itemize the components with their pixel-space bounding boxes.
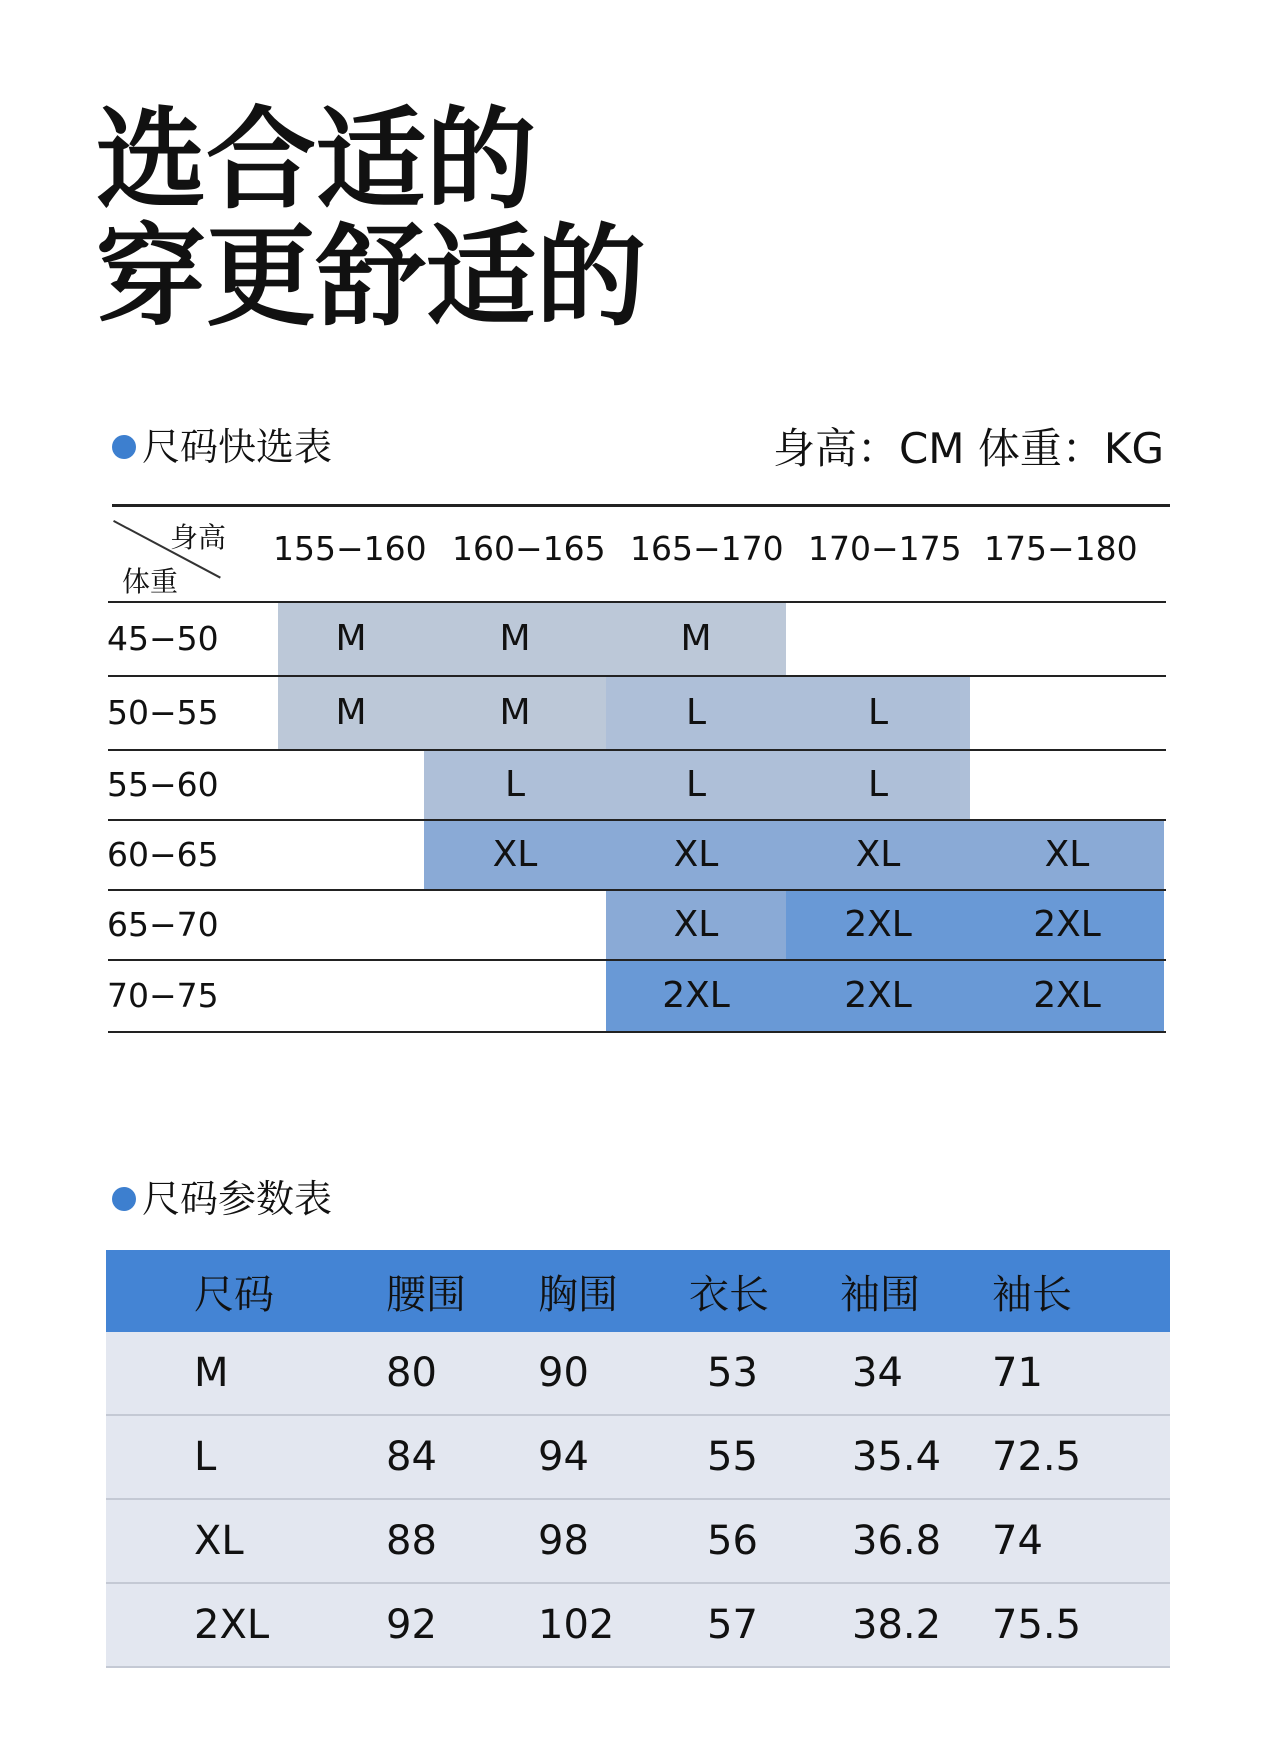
table-body bbox=[106, 1332, 1170, 1668]
corner-weight-label: 体重 bbox=[122, 565, 179, 598]
weight-range-header: 60−65 bbox=[107, 835, 219, 874]
size-cell: 2XL bbox=[786, 960, 970, 1032]
size-cell: L bbox=[606, 676, 786, 750]
table-cell: 80 bbox=[386, 1350, 437, 1396]
size-cell: M bbox=[424, 602, 606, 676]
row-divider bbox=[108, 675, 1166, 677]
size-cell: M bbox=[278, 676, 424, 750]
table-cell: 88 bbox=[386, 1518, 437, 1564]
column-header: 腰围 bbox=[386, 1271, 466, 1318]
table-cell: 84 bbox=[386, 1434, 437, 1480]
table-cell: 102 bbox=[538, 1602, 615, 1648]
table-row bbox=[106, 1416, 1170, 1500]
size-cell: L bbox=[424, 750, 606, 820]
row-divider bbox=[108, 1031, 1166, 1033]
table-cell: XL bbox=[194, 1518, 244, 1564]
size-cell: L bbox=[786, 676, 970, 750]
table-row bbox=[106, 1500, 1170, 1584]
quick-section-title bbox=[112, 425, 333, 469]
table-row bbox=[106, 1332, 1170, 1416]
table-cell: 94 bbox=[538, 1434, 589, 1480]
table-cell: 55 bbox=[707, 1434, 758, 1480]
column-header: 胸围 bbox=[538, 1271, 618, 1318]
table-cell: 71 bbox=[992, 1350, 1043, 1396]
table-header-row bbox=[106, 1250, 1170, 1332]
size-cell: M bbox=[424, 676, 606, 750]
table-row bbox=[106, 1584, 1170, 1668]
table-cell: 38.2 bbox=[852, 1602, 942, 1648]
table-cell: 56 bbox=[707, 1518, 758, 1564]
height-range-header: 165−170 bbox=[630, 529, 784, 568]
height-range-header: 175−180 bbox=[984, 529, 1138, 568]
table-cell: M bbox=[194, 1350, 229, 1396]
size-cell: XL bbox=[606, 890, 786, 960]
table-cell: 98 bbox=[538, 1518, 589, 1564]
corner-height-label: 身高 bbox=[170, 521, 227, 554]
column-header: 袖长 bbox=[992, 1271, 1072, 1318]
weight-range-header: 65−70 bbox=[107, 905, 219, 944]
table-cell: 92 bbox=[386, 1602, 437, 1648]
size-cell: M bbox=[606, 602, 786, 676]
size-cell: 2XL bbox=[970, 890, 1164, 960]
weight-range-header: 50−55 bbox=[107, 693, 219, 732]
table-cell: 2XL bbox=[194, 1602, 270, 1648]
table-cell: L bbox=[194, 1434, 217, 1480]
table-cell: 74 bbox=[992, 1518, 1043, 1564]
units-label: 身高：CM 体重：KG bbox=[772, 424, 1164, 473]
height-range-header: 170−175 bbox=[808, 529, 962, 568]
size-cell: L bbox=[606, 750, 786, 820]
weight-range-header: 45−50 bbox=[107, 619, 219, 658]
row-divider bbox=[108, 601, 1166, 603]
table-cell: 53 bbox=[707, 1350, 758, 1396]
table-cell: 34 bbox=[852, 1350, 903, 1396]
size-cell: XL bbox=[606, 820, 786, 890]
params-section-title bbox=[112, 1177, 333, 1221]
table-cell: 90 bbox=[538, 1350, 589, 1396]
size-cell: XL bbox=[424, 820, 606, 890]
size-cell: 2XL bbox=[786, 890, 970, 960]
column-header: 尺码 bbox=[194, 1271, 274, 1318]
weight-range-header: 55−60 bbox=[107, 765, 219, 804]
height-range-header: 155−160 bbox=[273, 529, 427, 568]
table-cell: 35.4 bbox=[852, 1434, 942, 1480]
params-section-label: 尺码参数表 bbox=[142, 1177, 333, 1221]
size-cell: M bbox=[278, 602, 424, 676]
table-top-rule bbox=[112, 504, 1170, 507]
bullet-dot-icon bbox=[112, 435, 136, 459]
bullet-dot-icon bbox=[112, 1187, 136, 1211]
size-cell: L bbox=[786, 750, 970, 820]
height-range-header: 160−165 bbox=[452, 529, 606, 568]
row-divider bbox=[108, 749, 1166, 751]
table-cell: 72.5 bbox=[992, 1434, 1082, 1480]
size-cell: XL bbox=[786, 820, 970, 890]
row-divider bbox=[108, 889, 1166, 891]
title-line-1: 选合适的 bbox=[96, 96, 536, 224]
size-parameter-table bbox=[106, 1250, 1170, 1668]
title-line-2: 穿更舒适的 bbox=[96, 213, 646, 341]
row-divider bbox=[108, 959, 1166, 961]
table-cell: 57 bbox=[707, 1602, 758, 1648]
column-header: 袖围 bbox=[840, 1271, 920, 1318]
weight-range-header: 70−75 bbox=[107, 976, 219, 1015]
table-cell: 75.5 bbox=[992, 1602, 1082, 1648]
size-cell: 2XL bbox=[970, 960, 1164, 1032]
column-header: 衣长 bbox=[689, 1271, 769, 1318]
size-cell: 2XL bbox=[606, 960, 786, 1032]
row-divider bbox=[108, 819, 1166, 821]
quick-section-label: 尺码快选表 bbox=[142, 425, 333, 469]
table-cell: 36.8 bbox=[852, 1518, 942, 1564]
size-cell: XL bbox=[970, 820, 1164, 890]
